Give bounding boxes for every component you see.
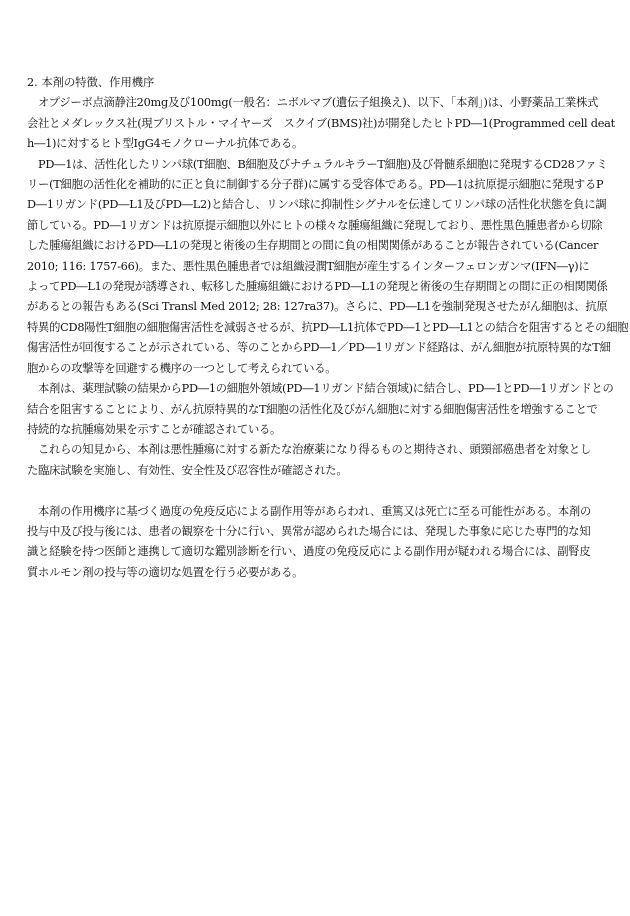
text-line: 識と経験を持つ医師と連携して適切な鑑別診断を行い、過度の免疫反応による副作用が疑われる場合には、副腎皮 (27, 545, 591, 559)
text-line: 会社とメダレックス社(現ブリストル・マイヤーズ スクイブ(BMS)社)が開発したヒトPD―1(Programmed cell deat (27, 116, 615, 130)
text-line: 2010; 116: 1757-66)。また、悪性黒色腫患者では組織浸潤T細胞が産生するインターフェロンガンマ(IFN―γ)に (27, 259, 590, 273)
text-line: 結合を阻害することにより、がん抗原特異的なT細胞の活性化及びがん細胞に対する細胞傷害活性を増強することで (27, 402, 598, 416)
text-line: D―1リガンド(PD―L1及びPD―L2)と結合し、リンパ球に抑制性シグナルを伝達してリンパ球の活性化状態を負に調 (27, 198, 607, 212)
paragraph-pharmacology (27, 379, 617, 440)
text-line: 質ホルモン剤の投与等の適切な処置を行う必要がある。 (27, 565, 304, 579)
paragraph-gap (27, 481, 617, 501)
text-line: 特異的CD8陽性T細胞の細胞傷害活性を減弱させるが、抗PD―L1抗体でPD―1とPD―L1との結合を阻害するとその細胞 (27, 320, 629, 334)
paragraph-overview (27, 93, 617, 154)
text-line: リー(T細胞の活性化を補助的に正と負に制御する分子群)に属する受容体である。PD―1は抗原提示細胞に発現するP (27, 178, 604, 192)
text-line: 本剤は、薬理試験の結果からPD―1の細胞外領域(PD―1リガンド結合領域)に結合し、PD―1とPD―1リガンドとの (38, 382, 614, 396)
text-line: 投与中及び投与後には、患者の観察を十分に行い、異常が認められた場合には、発現した事象に応じた専門的な知 (27, 524, 591, 538)
text-line: 本剤の作用機序に基づく過度の免疫反応による副作用等があらわれ、重篤又は死亡に至る可能性がある。本剤の (38, 504, 592, 518)
text-line: h―1)に対するヒト型IgG4モノクローナル抗体である。 (27, 137, 303, 151)
text-line: 持続的な抗腫瘍効果を示すことが確認されている。 (27, 422, 282, 436)
document-page (27, 73, 629, 583)
section-heading: 2. 本剤の特徴、作用機序 (27, 76, 155, 89)
paragraph-pd1-mechanism (27, 155, 629, 379)
text-line: 節している。PD―1リガンドは抗原提示細胞以外にヒトの様々な腫瘍組織に発現しており、悪性黒色腫患者から切除 (27, 218, 603, 232)
text-line: があるとの報告もある(Sci Transl Med 2012; 28: 127ra37)。さらに、PD―L1を強制発現させたがん細胞は、抗原 (27, 300, 608, 314)
paragraph-conclusion (27, 440, 617, 481)
text-line: よってPD―L1の発現が誘導され、転移した腫瘍組織におけるPD―L1の発現と術後の生存期間との間に正の相関関係 (27, 280, 608, 294)
text-line: 胞からの攻撃等を回避する機序の一つとして考えられている。 (27, 361, 337, 375)
text-line: した腫瘍組織におけるPD―L1の発現と術後の生存期間との間に負の相関関係があることが報告されている(Cancer (27, 239, 599, 253)
text-line: た臨床試験を実施し、有効性、安全性及び忍容性が確認された。 (27, 463, 348, 477)
text-line: これらの知見から、本剤は悪性腫瘍に対する新たな治療薬になり得るものと期待され、頭頸部癌患者を対象とし (38, 443, 592, 457)
paragraph-caution (27, 502, 617, 584)
text-line: PD―1は、活性化したリンパ球(T細胞、B細胞及びナチュラルキラーT細胞)及び骨髄系細胞に発現するCD28ファミ (38, 157, 608, 171)
text-line: 傷害活性が回復することが示されている、等のことからPD―1／PD―1リガンド経路は、がん細胞が抗原特異的なT細 (27, 341, 611, 355)
text-line: オプジーボ点滴静注20mg及び100mg(一般名：ニボルマブ(遺伝子組換え)、以下、「本剤」)は、小野薬品工業株式 (38, 96, 599, 110)
